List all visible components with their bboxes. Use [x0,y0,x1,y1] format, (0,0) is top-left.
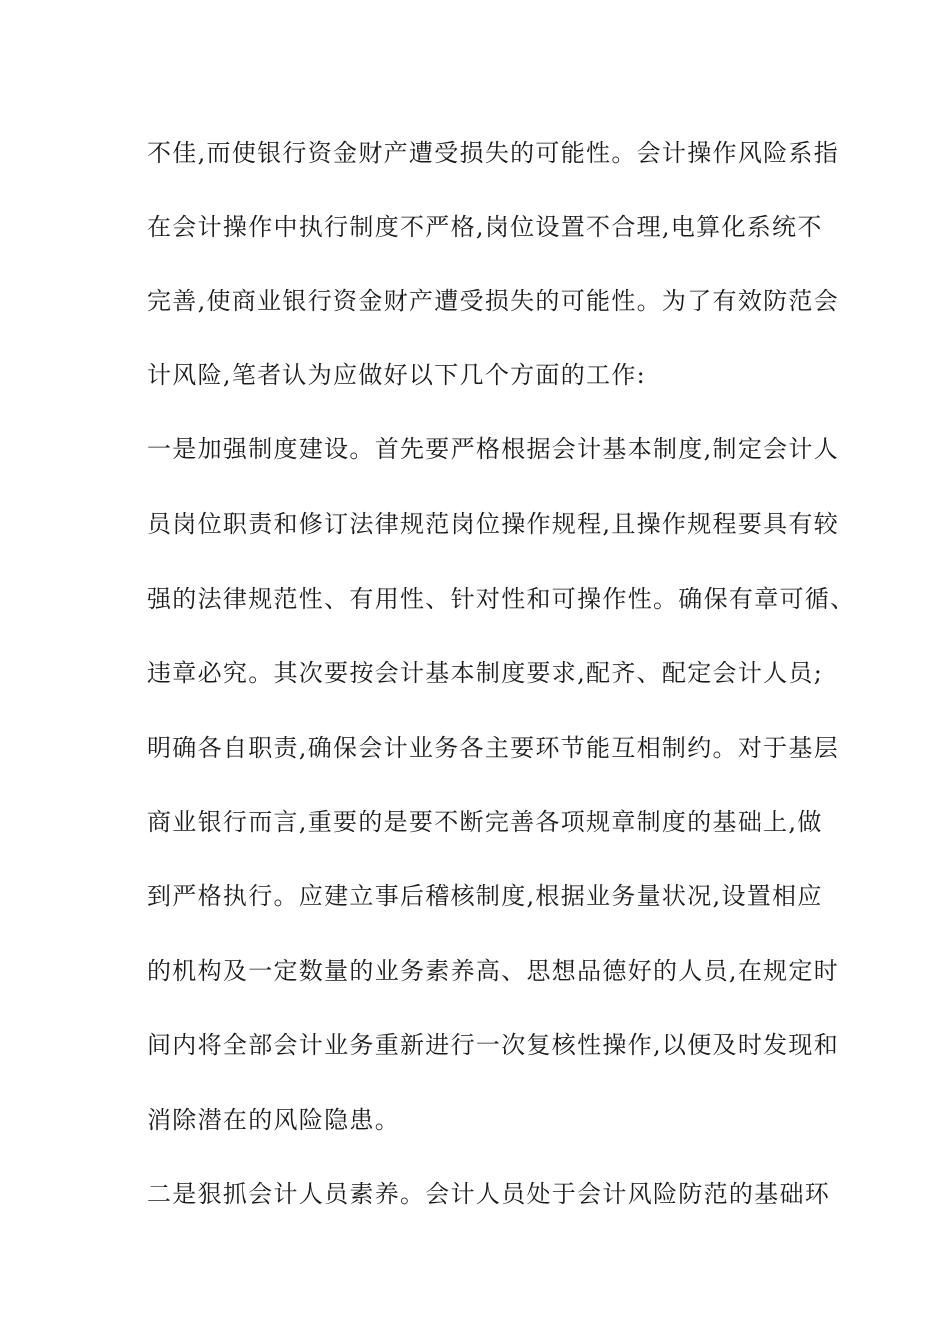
text-line: 商业银行而言,重要的是要不断完善各项规章制度的基础上,做 [147,808,823,836]
text-line: 明确各自职责,确保会计业务各主要环节能互相制约。对于基层 [147,734,840,762]
text-line: 消除潜在的风险隐患。 [147,1106,400,1134]
text-line: 一是加强制度建设。首先要严格根据会计基本制度,制定会计人 [147,435,840,463]
text-line: 强的法律规范性、有用性、针对性和可操作性。确保有章可循、 [147,585,856,613]
text-line: 在会计操作中执行制度不严格,岗位设置不合理,电算化系统不 [147,213,823,241]
text-line: 不佳,而使银行资金财产遭受损失的可能性。会计操作风险系指 [147,139,840,167]
text-line: 计风险,笔者认为应做好以下几个方面的工作: [147,361,647,389]
text-line: 违章必究。其次要按会计基本制度要求,配齐、配定会计人员; [147,659,824,687]
text-line: 到严格执行。应建立事后稽核制度,根据业务量状况,设置相应 [147,882,823,910]
text-line: 员岗位职责和修订法律规范岗位操作规程,且操作规程要具有较 [147,510,840,538]
text-line: 间内将全部会计业务重新进行一次复核性操作,以便及时发现和 [147,1031,840,1059]
text-line: 二是狠抓会计人员素养。会计人员处于会计风险防范的基础环 [147,1180,831,1208]
text-line: 的机构及一定数量的业务素养高、思想品德好的人员,在规定时 [147,957,840,985]
text-line: 完善,使商业银行资金财产遭受损失的可能性。为了有效防范会 [147,287,840,315]
